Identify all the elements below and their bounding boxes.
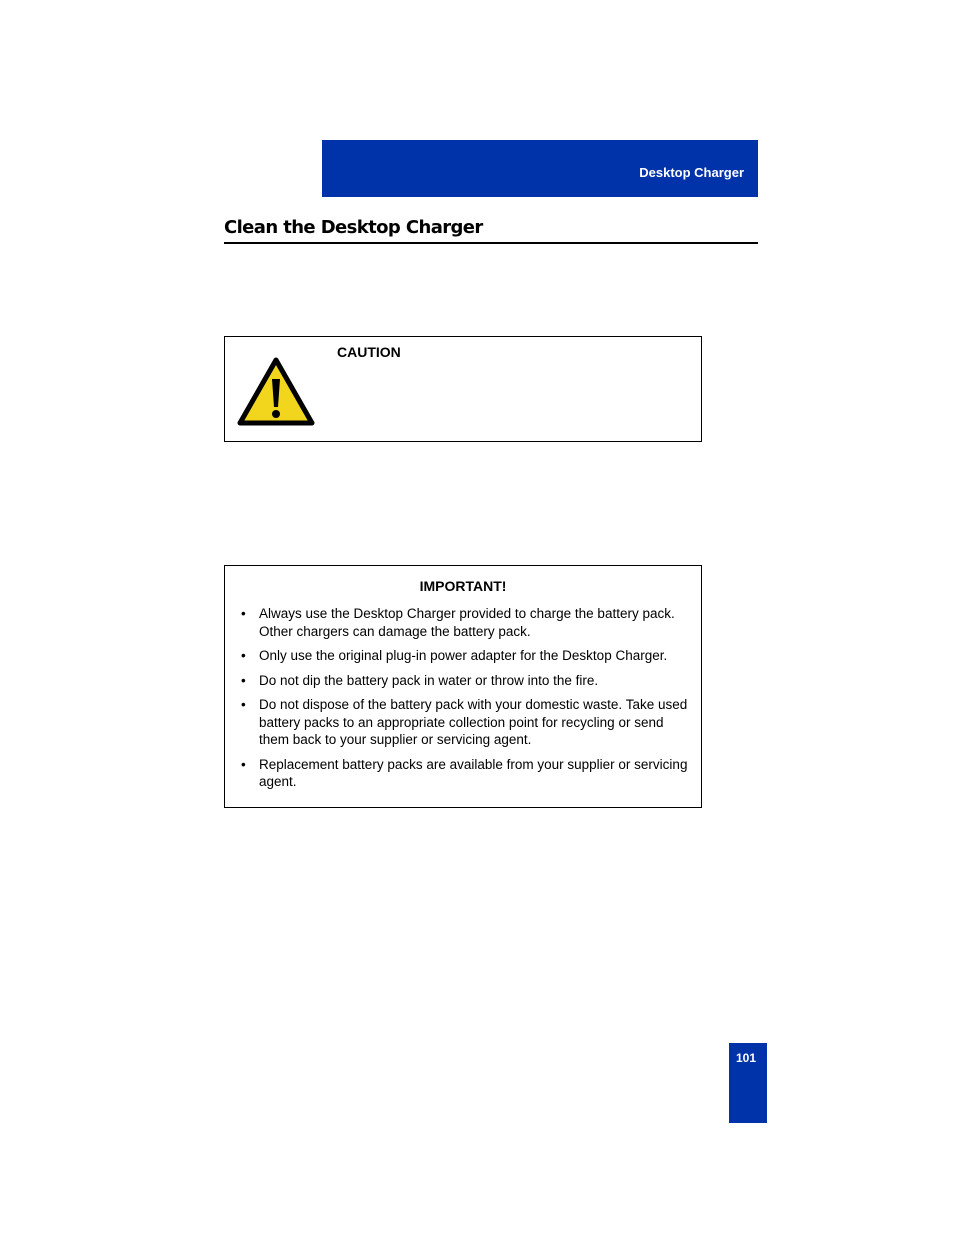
caution-label: CAUTION bbox=[337, 344, 401, 360]
list-item-text: Always use the Desktop Charger provided to charge the battery pack. Other chargers can damage the battery pack. bbox=[259, 606, 675, 639]
list-item-text: Do not dip the battery pack in water or throw into the fire. bbox=[259, 672, 599, 688]
chapter-header-band bbox=[322, 140, 758, 197]
section-title: Clean the Desktop Charger bbox=[224, 217, 758, 244]
list-item bbox=[239, 605, 689, 640]
list-item bbox=[239, 672, 689, 690]
chapter-title: Desktop Charger bbox=[639, 165, 744, 180]
list-item-text: Only use the original plug-in power adapter for the Desktop Charger. bbox=[259, 648, 668, 663]
page-number-tab bbox=[729, 1043, 767, 1123]
bullet: • bbox=[241, 606, 246, 621]
caution-box bbox=[224, 336, 702, 442]
list-item bbox=[239, 647, 689, 665]
page-number: 101 bbox=[735, 1051, 757, 1065]
list-item-text: Do not dispose of the battery pack with your domestic waste. Take used battery packs to an appropriate collection point for recycling or send them back to your supplier or servicing agent. bbox=[259, 697, 688, 747]
important-box bbox=[224, 565, 702, 808]
warning-triangle-icon bbox=[237, 357, 315, 427]
list-item bbox=[239, 696, 689, 749]
list-item bbox=[239, 756, 689, 791]
bullet: • bbox=[241, 697, 246, 712]
bullet: • bbox=[241, 672, 246, 688]
important-list bbox=[239, 605, 689, 798]
important-label: IMPORTANT! bbox=[419, 578, 507, 594]
list-item-text: Replacement battery packs are available from your supplier or servicing agent. bbox=[259, 756, 688, 789]
bullet: • bbox=[241, 648, 246, 663]
bullet: • bbox=[241, 756, 246, 772]
